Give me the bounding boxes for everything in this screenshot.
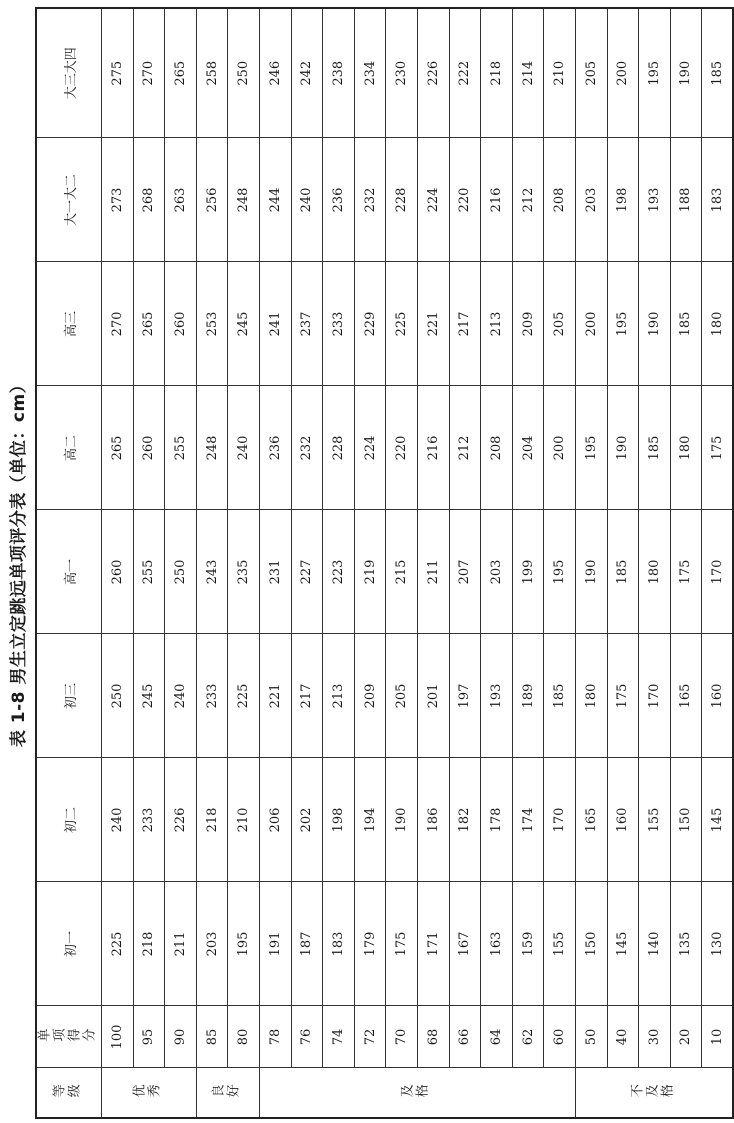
- value-cell: 194: [354, 758, 386, 882]
- value-cell: 212: [449, 386, 481, 510]
- value-cell: 224: [354, 386, 386, 510]
- grade-cell: [102, 1068, 197, 1118]
- value-cell: 193: [481, 634, 513, 758]
- value-cell: 201: [417, 634, 449, 758]
- value-cell: 226: [165, 758, 197, 882]
- header-level: 大三大四: [36, 8, 102, 138]
- value-cell: 225: [102, 882, 134, 1006]
- value-cell: 155: [544, 882, 576, 1006]
- value-cell: 240: [291, 138, 323, 262]
- value-cell: 167: [449, 882, 481, 1006]
- table-row: [449, 8, 481, 1118]
- value-cell: 175: [702, 386, 734, 510]
- value-cell: 209: [354, 634, 386, 758]
- value-cell: 145: [607, 882, 639, 1006]
- value-cell: 248: [228, 138, 260, 262]
- value-cell: 180: [575, 634, 607, 758]
- value-cell: 221: [259, 634, 291, 758]
- value-cell: 241: [259, 262, 291, 386]
- value-cell: 208: [544, 138, 576, 262]
- value-cell: 210: [544, 8, 576, 138]
- table-row: [512, 8, 544, 1118]
- value-cell: 180: [670, 386, 702, 510]
- grade-label: 良好: [210, 1085, 241, 1101]
- score-cell: 64: [481, 1006, 513, 1068]
- value-cell: 260: [102, 510, 134, 634]
- table-row: [702, 8, 734, 1118]
- value-cell: 212: [512, 138, 544, 262]
- value-cell: 268: [133, 138, 165, 262]
- value-cell: 185: [670, 262, 702, 386]
- value-cell: 235: [228, 510, 260, 634]
- value-cell: 175: [386, 882, 418, 1006]
- value-cell: 232: [354, 138, 386, 262]
- value-cell: 199: [512, 510, 544, 634]
- value-cell: 188: [670, 138, 702, 262]
- table-row: [639, 8, 671, 1118]
- table-row: [228, 8, 260, 1118]
- value-cell: 190: [670, 8, 702, 138]
- value-cell: 229: [354, 262, 386, 386]
- score-cell: 60: [544, 1006, 576, 1068]
- value-cell: 244: [259, 138, 291, 262]
- value-cell: 178: [481, 758, 513, 882]
- value-cell: 253: [196, 262, 228, 386]
- value-cell: 256: [196, 138, 228, 262]
- value-cell: 238: [323, 8, 355, 138]
- value-cell: 200: [607, 8, 639, 138]
- value-cell: 195: [228, 882, 260, 1006]
- value-cell: 240: [228, 386, 260, 510]
- value-cell: 179: [354, 882, 386, 1006]
- value-cell: 221: [417, 262, 449, 386]
- value-cell: 185: [607, 510, 639, 634]
- value-cell: 243: [196, 510, 228, 634]
- value-cell: 186: [417, 758, 449, 882]
- table-title: 表 1-8 男生立定跳远单项评分表（单位：cm）: [9, 375, 29, 748]
- grade-label: 不及格: [629, 1085, 675, 1101]
- score-cell: 10: [702, 1006, 734, 1068]
- table-row: [102, 8, 134, 1118]
- table-row: [670, 8, 702, 1118]
- value-cell: 130: [702, 882, 734, 1006]
- value-cell: 174: [512, 758, 544, 882]
- header-level: 初三: [36, 634, 102, 758]
- value-cell: 203: [575, 138, 607, 262]
- value-cell: 208: [481, 386, 513, 510]
- value-cell: 211: [165, 882, 197, 1006]
- score-cell: 85: [196, 1006, 228, 1068]
- value-cell: 183: [702, 138, 734, 262]
- grade-label: 优秀: [131, 1085, 162, 1101]
- value-cell: 219: [354, 510, 386, 634]
- value-cell: 227: [291, 510, 323, 634]
- header-level: 高三: [36, 262, 102, 386]
- value-cell: 250: [165, 510, 197, 634]
- table-row: [386, 8, 418, 1118]
- value-cell: 189: [512, 634, 544, 758]
- value-cell: 200: [575, 262, 607, 386]
- value-cell: 275: [102, 8, 134, 138]
- value-cell: 190: [575, 510, 607, 634]
- table-row: [196, 8, 228, 1118]
- value-cell: 205: [544, 262, 576, 386]
- value-cell: 205: [386, 634, 418, 758]
- score-cell: 80: [228, 1006, 260, 1068]
- value-cell: 198: [607, 138, 639, 262]
- header-score: [36, 1006, 102, 1068]
- value-cell: 160: [702, 634, 734, 758]
- value-cell: 232: [291, 386, 323, 510]
- value-cell: 155: [639, 758, 671, 882]
- score-cell: 50: [575, 1006, 607, 1068]
- value-cell: 195: [639, 8, 671, 138]
- value-cell: 200: [544, 386, 576, 510]
- header-grade: [36, 1068, 102, 1118]
- value-cell: 187: [291, 882, 323, 1006]
- value-cell: 258: [196, 8, 228, 138]
- table-row: [575, 8, 607, 1118]
- table-row: [291, 8, 323, 1118]
- grade-cell: [575, 1068, 733, 1118]
- value-cell: 265: [102, 386, 134, 510]
- value-cell: 233: [133, 758, 165, 882]
- value-cell: 270: [102, 262, 134, 386]
- value-cell: 171: [417, 882, 449, 1006]
- value-cell: 270: [133, 8, 165, 138]
- score-cell: 70: [386, 1006, 418, 1068]
- table-body: [36, 8, 733, 1118]
- value-cell: 170: [639, 634, 671, 758]
- value-cell: 216: [481, 138, 513, 262]
- score-cell: 30: [639, 1006, 671, 1068]
- value-cell: 218: [481, 8, 513, 138]
- value-cell: 218: [133, 882, 165, 1006]
- value-cell: 263: [165, 138, 197, 262]
- value-cell: 190: [639, 262, 671, 386]
- value-cell: 135: [670, 882, 702, 1006]
- value-cell: 175: [670, 510, 702, 634]
- value-cell: 248: [196, 386, 228, 510]
- value-cell: 205: [575, 8, 607, 138]
- header-score-label: 单项得分: [37, 1029, 97, 1045]
- value-cell: 207: [449, 510, 481, 634]
- value-cell: 202: [291, 758, 323, 882]
- value-cell: 180: [702, 262, 734, 386]
- value-cell: 242: [291, 8, 323, 138]
- score-cell: 62: [512, 1006, 544, 1068]
- grade-cell: [196, 1068, 259, 1118]
- value-cell: 170: [702, 510, 734, 634]
- value-cell: 223: [323, 510, 355, 634]
- value-cell: 225: [228, 634, 260, 758]
- header-level: 初二: [36, 758, 102, 882]
- value-cell: 210: [228, 758, 260, 882]
- value-cell: 182: [449, 758, 481, 882]
- header-row: [36, 8, 102, 1118]
- value-cell: 234: [354, 8, 386, 138]
- value-cell: 255: [133, 510, 165, 634]
- table-row: [544, 8, 576, 1118]
- value-cell: 160: [607, 758, 639, 882]
- value-cell: 250: [228, 8, 260, 138]
- score-cell: 20: [670, 1006, 702, 1068]
- value-cell: 273: [102, 138, 134, 262]
- value-cell: 193: [639, 138, 671, 262]
- table-row: [354, 8, 386, 1118]
- value-cell: 220: [449, 138, 481, 262]
- value-cell: 265: [133, 262, 165, 386]
- value-cell: 185: [702, 8, 734, 138]
- value-cell: 203: [196, 882, 228, 1006]
- value-cell: 183: [323, 882, 355, 1006]
- value-cell: 245: [228, 262, 260, 386]
- value-cell: 218: [196, 758, 228, 882]
- value-cell: 185: [544, 634, 576, 758]
- value-cell: 190: [607, 386, 639, 510]
- value-cell: 191: [259, 882, 291, 1006]
- value-cell: 246: [259, 8, 291, 138]
- value-cell: 195: [544, 510, 576, 634]
- grade-cell: [259, 1068, 575, 1118]
- value-cell: 195: [575, 386, 607, 510]
- value-cell: 204: [512, 386, 544, 510]
- table-row: [133, 8, 165, 1118]
- value-cell: 240: [165, 634, 197, 758]
- value-cell: 213: [481, 262, 513, 386]
- score-cell: 40: [607, 1006, 639, 1068]
- value-cell: 165: [575, 758, 607, 882]
- score-cell: 78: [259, 1006, 291, 1068]
- header-level: 高一: [36, 510, 102, 634]
- value-cell: 222: [449, 8, 481, 138]
- table-row: [259, 8, 291, 1118]
- header-level: 初一: [36, 882, 102, 1006]
- value-cell: 225: [386, 262, 418, 386]
- header-level: 高二: [36, 386, 102, 510]
- header-level: 大一大二: [36, 138, 102, 262]
- score-cell: 100: [102, 1006, 134, 1068]
- value-cell: 255: [165, 386, 197, 510]
- table-row: [323, 8, 355, 1118]
- value-cell: 163: [481, 882, 513, 1006]
- value-cell: 203: [481, 510, 513, 634]
- table-row: [165, 8, 197, 1118]
- scoring-table: [35, 7, 734, 1119]
- value-cell: 250: [102, 634, 134, 758]
- value-cell: 245: [133, 634, 165, 758]
- value-cell: 215: [386, 510, 418, 634]
- value-cell: 226: [417, 8, 449, 138]
- value-cell: 233: [323, 262, 355, 386]
- value-cell: 260: [165, 262, 197, 386]
- value-cell: 140: [639, 882, 671, 1006]
- value-cell: 185: [639, 386, 671, 510]
- table-row: [417, 8, 449, 1118]
- value-cell: 260: [133, 386, 165, 510]
- score-cell: 95: [133, 1006, 165, 1068]
- value-cell: 150: [670, 758, 702, 882]
- value-cell: 231: [259, 510, 291, 634]
- value-cell: 233: [196, 634, 228, 758]
- value-cell: 216: [417, 386, 449, 510]
- score-cell: 66: [449, 1006, 481, 1068]
- table-row: [481, 8, 513, 1118]
- value-cell: 150: [575, 882, 607, 1006]
- value-cell: 198: [323, 758, 355, 882]
- score-cell: 76: [291, 1006, 323, 1068]
- value-cell: 224: [417, 138, 449, 262]
- score-cell: 72: [354, 1006, 386, 1068]
- value-cell: 236: [259, 386, 291, 510]
- value-cell: 206: [259, 758, 291, 882]
- value-cell: 230: [386, 8, 418, 138]
- value-cell: 237: [291, 262, 323, 386]
- value-cell: 195: [607, 262, 639, 386]
- value-cell: 213: [323, 634, 355, 758]
- value-cell: 211: [417, 510, 449, 634]
- value-cell: 220: [386, 386, 418, 510]
- value-cell: 265: [165, 8, 197, 138]
- value-cell: 145: [702, 758, 734, 882]
- header-grade-label: 等级: [52, 1085, 82, 1101]
- value-cell: 214: [512, 8, 544, 138]
- value-cell: 180: [639, 510, 671, 634]
- value-cell: 228: [323, 386, 355, 510]
- value-cell: 165: [670, 634, 702, 758]
- value-cell: 170: [544, 758, 576, 882]
- value-cell: 197: [449, 634, 481, 758]
- table-row: [607, 8, 639, 1118]
- score-cell: 90: [165, 1006, 197, 1068]
- value-cell: 236: [323, 138, 355, 262]
- value-cell: 217: [449, 262, 481, 386]
- value-cell: 175: [607, 634, 639, 758]
- value-cell: 209: [512, 262, 544, 386]
- value-cell: 217: [291, 634, 323, 758]
- value-cell: 159: [512, 882, 544, 1006]
- grade-label: 及格: [400, 1085, 431, 1101]
- score-cell: 68: [417, 1006, 449, 1068]
- value-cell: 190: [386, 758, 418, 882]
- value-cell: 228: [386, 138, 418, 262]
- score-cell: 74: [323, 1006, 355, 1068]
- value-cell: 240: [102, 758, 134, 882]
